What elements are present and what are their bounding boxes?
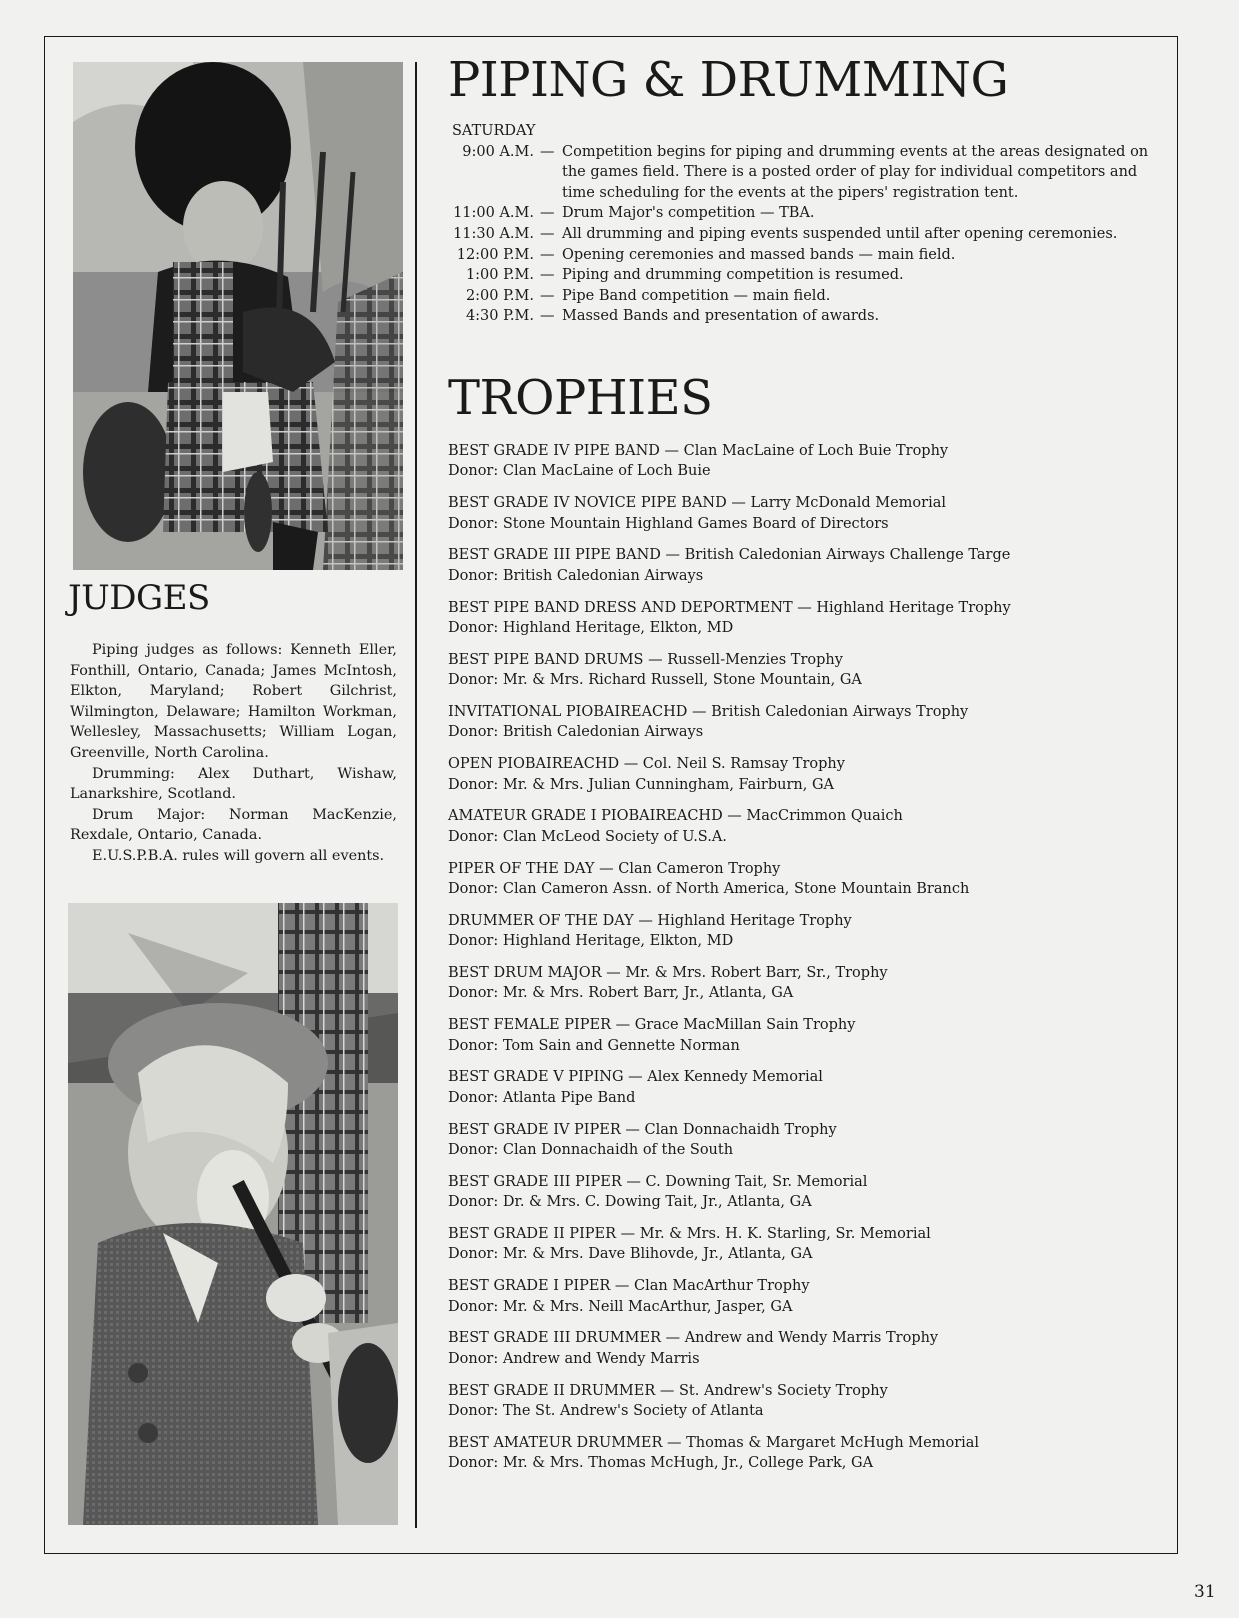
- trophy-donor: Donor: Clan Donnachaidh of the South: [448, 1142, 734, 1159]
- trophy-award: OPEN PIOBAIREACHD — Col. Neil S. Ramsay Trophy: [448, 756, 845, 773]
- trophy-entry: [448, 1433, 1168, 1474]
- trophy-entry: [448, 1067, 1168, 1108]
- trophy-award: BEST FEMALE PIPER — Grace MacMillan Sain Trophy: [448, 1017, 856, 1034]
- trophy-donor: Donor: Tom Sain and Gennette Norman: [448, 1037, 740, 1054]
- trophy-donor: Donor: British Caledonian Airways: [448, 724, 704, 741]
- trophy-donor: Donor: Dr. & Mrs. C. Dowing Tait, Jr., Atlanta, GA: [448, 1194, 812, 1211]
- trophy-entry: [448, 1224, 1168, 1265]
- trophy-entry: [448, 1381, 1168, 1422]
- schedule-dash: —: [540, 267, 555, 284]
- schedule-time: 1:00 P.M.: [465, 267, 534, 284]
- schedule-time: 4:30 P.M.: [465, 308, 534, 325]
- schedule-row: [452, 286, 1162, 307]
- schedule-dash: —: [540, 308, 555, 325]
- trophy-award: PIPER OF THE DAY — Clan Cameron Trophy: [448, 860, 781, 877]
- trophy-entry: [448, 650, 1168, 691]
- judges-paragraph: Drum Major: Norman MacKenzie, Rexdale, Ontario, Canada.: [70, 806, 397, 844]
- trophy-award: BEST GRADE III PIPE BAND — British Caledonian Airways Challenge Targe: [448, 547, 1011, 564]
- trophy-donor: Donor: Mr. & Mrs. Neill MacArthur, Jasper, GA: [448, 1298, 793, 1315]
- trophy-award: BEST GRADE IV NOVICE PIPE BAND — Larry McDonald Memorial: [448, 495, 946, 512]
- trophy-award: AMATEUR GRADE I PIOBAIREACHD — MacCrimmon Quaich: [448, 808, 903, 825]
- schedule-row: [452, 245, 1162, 266]
- schedule-row: [452, 224, 1162, 245]
- trophy-award: BEST GRADE III DRUMMER — Andrew and Wendy Marris Trophy: [448, 1330, 939, 1347]
- schedule-time: 11:30 A.M.: [453, 225, 534, 242]
- trophy-entry: [448, 545, 1168, 586]
- schedule-row: [452, 203, 1162, 224]
- schedule-description: Competition begins for piping and drumming events at the areas designated on the games field. There is a posted order of play for individual competitors and time scheduling for the events at the pipers' registration tent.: [562, 143, 1149, 201]
- trophy-award: BEST GRADE I PIPER — Clan MacArthur Trophy: [448, 1278, 810, 1295]
- judges-heading: JUDGES: [68, 578, 210, 618]
- piping-drumming-heading: PIPING & DRUMMING: [448, 52, 1009, 108]
- schedule-row: [452, 265, 1162, 286]
- schedule-description: Massed Bands and presentation of awards.: [562, 308, 880, 325]
- trophy-donor: Donor: Mr. & Mrs. Thomas McHugh, Jr., College Park, GA: [448, 1455, 874, 1472]
- judges-paragraph: Drumming: Alex Duthart, Wishaw, Lanarkshire, Scotland.: [70, 765, 397, 803]
- trophy-award: BEST PIPE BAND DRUMS — Russell-Menzies Trophy: [448, 651, 843, 668]
- schedule-dash: —: [540, 287, 555, 304]
- trophies-heading: TROPHIES: [448, 370, 713, 426]
- trophy-award: BEST GRADE IV PIPER — Clan Donnachaidh Trophy: [448, 1121, 837, 1138]
- trophy-entry: [448, 1120, 1168, 1161]
- schedule-description: Piping and drumming competition is resumed.: [562, 267, 904, 284]
- trophy-award: BEST GRADE IV PIPE BAND — Clan MacLaine of Loch Buie Trophy: [448, 443, 949, 459]
- trophy-entry: [448, 702, 1168, 743]
- judges-paragraph: E.U.S.P.B.A. rules will govern all events.: [92, 847, 385, 864]
- trophy-award: INVITATIONAL PIOBAIREACHD — British Caledonian Airways Trophy: [448, 704, 969, 721]
- trophy-donor: Donor: Mr. & Mrs. Dave Blihovde, Jr., Atlanta, GA: [448, 1246, 813, 1263]
- trophy-award: DRUMMER OF THE DAY — Highland Heritage Trophy: [448, 912, 852, 929]
- schedule-day: SATURDAY: [452, 123, 536, 139]
- trophy-list: [448, 441, 1168, 1485]
- trophy-donor: Donor: Mr. & Mrs. Julian Cunningham, Fairburn, GA: [448, 776, 834, 793]
- trophy-award: BEST GRADE III PIPER — C. Downing Tait, Sr. Memorial: [448, 1173, 868, 1190]
- judges-text: [70, 640, 397, 867]
- trophy-donor: Donor: Highland Heritage, Elkton, MD: [448, 933, 734, 950]
- schedule-row: [452, 142, 1162, 204]
- trophy-donor: Donor: Clan MacLaine of Loch Buie: [448, 463, 711, 480]
- trophy-award: BEST GRADE V PIPING — Alex Kennedy Memorial: [448, 1069, 823, 1086]
- trophy-entry: [448, 1328, 1168, 1369]
- schedule-row: [452, 306, 1162, 327]
- trophy-award: BEST GRADE II PIPER — Mr. & Mrs. H. K. Starling, Sr. Memorial: [448, 1226, 931, 1243]
- trophy-entry: [448, 754, 1168, 795]
- trophy-award: BEST DRUM MAJOR — Mr. & Mrs. Robert Barr, Sr., Trophy: [448, 965, 888, 982]
- schedule-description: Opening ceremonies and massed bands — main field.: [562, 246, 956, 263]
- trophy-donor: Donor: Atlanta Pipe Band: [448, 1089, 636, 1106]
- schedule-description: All drumming and piping events suspended until after opening ceremonies.: [562, 225, 1118, 242]
- trophy-entry: [448, 806, 1168, 847]
- piper-photo: [73, 62, 403, 570]
- column-divider: [415, 62, 417, 1528]
- trophy-entry: [448, 1015, 1168, 1056]
- trophy-entry: [448, 598, 1168, 639]
- trophy-donor: Donor: Andrew and Wendy Marris: [448, 1350, 700, 1367]
- trophy-entry: [448, 859, 1168, 900]
- saturday-schedule: [452, 121, 1162, 327]
- schedule-dash: —: [540, 143, 555, 160]
- child-chanter-photo: [68, 903, 398, 1525]
- schedule-time: 2:00 P.M.: [465, 287, 534, 304]
- trophy-entry: [448, 493, 1168, 534]
- trophy-donor: Donor: Mr. & Mrs. Richard Russell, Stone Mountain, GA: [448, 672, 862, 689]
- trophy-award: BEST PIPE BAND DRESS AND DEPORTMENT — Highland Heritage Trophy: [448, 599, 1011, 616]
- trophy-entry: [448, 911, 1168, 952]
- trophy-donor: Donor: Clan Cameron Assn. of North America, Stone Mountain Branch: [448, 881, 970, 898]
- schedule-dash: —: [540, 225, 555, 242]
- trophy-entry: [448, 1172, 1168, 1213]
- schedule-description: Pipe Band competition — main field.: [562, 287, 831, 304]
- page-number: 31: [1194, 1582, 1216, 1602]
- trophy-donor: Donor: Highland Heritage, Elkton, MD: [448, 620, 734, 637]
- schedule-dash: —: [540, 205, 555, 222]
- schedule-time: 12:00 P.M.: [456, 246, 534, 263]
- schedule-description: Drum Major's competition — TBA.: [562, 205, 815, 222]
- trophy-entry: [448, 963, 1168, 1004]
- trophy-donor: Donor: The St. Andrew's Society of Atlanta: [448, 1403, 764, 1420]
- schedule-dash: —: [540, 246, 555, 263]
- judges-paragraph: Piping judges as follows: Kenneth Eller, Fonthill, Ontario, Canada; James McIntosh, Elkton, Maryland; Robert Gilchrist, Wilmington, Delaware; Hamilton Workman, Wellesley, Massachusetts; William Logan, Greenville, North Carolina.: [70, 642, 397, 761]
- trophy-donor: Donor: British Caledonian Airways: [448, 567, 704, 584]
- trophy-donor: Donor: Clan McLeod Society of U.S.A.: [448, 828, 727, 845]
- schedule-time: 11:00 A.M.: [453, 205, 534, 222]
- schedule-time: 9:00 A.M.: [462, 143, 534, 160]
- trophy-entry: [448, 1276, 1168, 1317]
- trophy-entry: [448, 441, 1168, 482]
- trophy-donor: Donor: Stone Mountain Highland Games Board of Directors: [448, 515, 889, 532]
- trophy-award: BEST AMATEUR DRUMMER — Thomas & Margaret McHugh Memorial: [448, 1434, 980, 1451]
- trophy-award: BEST GRADE II DRUMMER — St. Andrew's Society Trophy: [448, 1382, 888, 1399]
- trophy-donor: Donor: Mr. & Mrs. Robert Barr, Jr., Atlanta, GA: [448, 985, 794, 1002]
